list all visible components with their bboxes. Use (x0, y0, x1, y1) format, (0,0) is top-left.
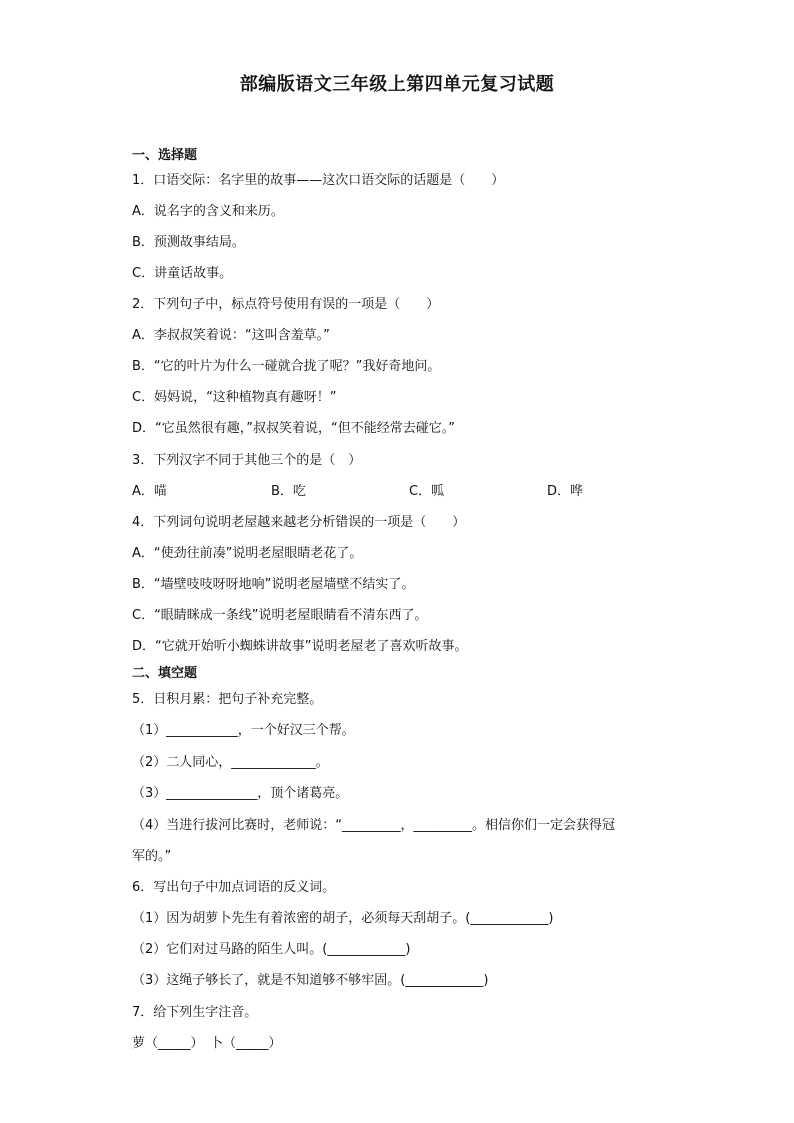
question-5-part-4-cont: 军的。” (132, 849, 172, 864)
question-6-part-1: （1）因为胡萝卜先生有着浓密的胡子，必须每天刮胡子。(____________) (132, 911, 554, 926)
question-7-stem: 7．给下列生字注音。 (132, 1005, 258, 1020)
question-5-stem: 5．日积月累：把句子补充完整。 (132, 692, 323, 707)
question-5-part-1: （1）___________，一个好汉三个帮。 (132, 723, 355, 738)
question-3-option-b: B．吃 (271, 484, 306, 499)
question-2-option-d: D．“它虽然很有趣，”叔叔笑着说，“但不能经常去碰它。” (132, 421, 455, 436)
question-6-part-3: （3）这绳子够长了，就是不知道够不够牢固。(____________) (132, 973, 489, 988)
question-2-option-a: A．李叔叔笑着说：“这叫含羞草。” (132, 328, 330, 343)
question-4-option-c: C．“眼睛眯成一条线”说明老屋眼睛看不清东西了。 (132, 608, 428, 623)
question-5-part-3: （3）______________，顶个诸葛亮。 (132, 786, 349, 801)
question-3-stem: 3．下列汉字不同于其他三个的是（ ） (132, 453, 362, 468)
question-7-part-1: 萝（_____） 卜（_____） (132, 1036, 282, 1051)
question-3-option-c: C．呱 (409, 484, 445, 499)
question-6-stem: 6．写出句子中加点词语的反义词。 (132, 880, 336, 895)
page-title: 部编版语文三年级上第四单元复习试题 (239, 74, 555, 95)
question-1-option-a: A．说名字的含义和来历。 (132, 204, 284, 219)
question-4-option-d: D．“它就开始听小蜘蛛讲故事”说明老屋老了喜欢听故事。 (132, 639, 468, 654)
question-2-option-c: C．妈妈说，“这种植物真有趣呀！” (132, 390, 337, 405)
question-4-option-a: A．“使劲往前凑”说明老屋眼睛老花了。 (132, 546, 363, 561)
question-3-option-a: A．喵 (132, 484, 167, 499)
question-2-stem: 2．下列句子中，标点符号使用有误的一项是（ ） (132, 297, 440, 312)
question-1-stem: 1．口语交际：名字里的故事——这次口语交际的话题是（ ） (132, 173, 505, 188)
question-4-stem: 4．下列词句说明老屋越来越老分析错误的一项是（ ） (132, 515, 466, 530)
question-2-option-b: B．“它的叶片为什么一碰就合拢了呢？”我好奇地问。 (132, 359, 441, 374)
section-heading-choice: 一、选择题 (132, 148, 198, 163)
question-5-part-2: （2）二人同心，_____________。 (132, 755, 329, 770)
question-1-option-b: B．预测故事结局。 (132, 235, 245, 250)
question-4-option-b: B．“墙壁吱吱呀呀地响”说明老屋墙壁不结实了。 (132, 577, 415, 592)
question-1-option-c: C．讲童话故事。 (132, 266, 233, 281)
question-5-part-4: （4）当进行拔河比赛时，老师说：“_________，_________。相信你们一定会获得冠 (132, 818, 616, 833)
question-3-option-d: D．哗 (547, 484, 584, 499)
question-6-part-2: （2）它们对过马路的陌生人叫。(____________) (132, 942, 411, 957)
section-heading-fill: 二、填空题 (132, 666, 198, 681)
